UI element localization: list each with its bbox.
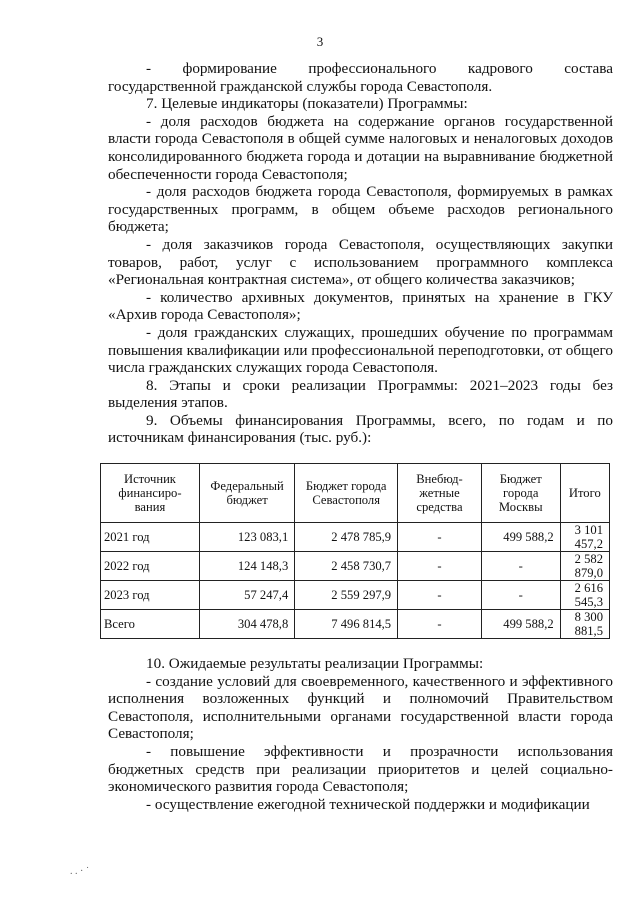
table-header-row	[101, 464, 610, 523]
table-cell: 7 496 814,5	[295, 610, 398, 639]
paragraph: - доля гражданских служащих, прошедших обучение по программам повышения квалификации или профессиональной переподготовки, от общего числа гражданских служащих города Севастополя.	[108, 323, 613, 377]
table-cell: 2021 год	[101, 523, 200, 552]
table-row	[101, 581, 610, 610]
paragraphs-before-table	[108, 60, 613, 447]
paragraph: - доля расходов бюджета города Севастополя, формируемых в рамках государственных программ, в общем объеме расходов регионального бюджета;	[108, 183, 613, 236]
table-cell: 8 300 881,5	[560, 610, 609, 639]
table-cell: 3 101 457,2	[560, 523, 609, 552]
paragraph: - создание условий для своевременного, качественного и эффективного исполнения возложенных функций и полномочий Правительством Севастополя, исполнительными органами государственной власти города Севастополя;	[108, 672, 613, 743]
table-row	[101, 610, 610, 639]
table-cell: -	[481, 581, 560, 610]
paragraph: - доля расходов бюджета на содержание органов государственной власти города Севастополя в общей сумме налоговых и неналоговых доходов консолидированного бюджета города и дотации на выравнивание бюджетной обеспеченности города Севастополя;	[108, 112, 613, 183]
table-header-cell: Итого	[560, 464, 609, 523]
paragraph: - повышение эффективности и прозрачности использования бюджетных средств при реализации приоритетов и целей социально-экономического развития города Севастополя;	[108, 743, 613, 796]
table-cell: -	[398, 610, 482, 639]
document-body	[104, 60, 613, 813]
paragraph: 10. Ожидаемые результаты реализации Программы:	[146, 655, 484, 673]
table-row	[101, 523, 610, 552]
table-cell: 2 582 879,0	[560, 552, 609, 581]
table-header-cell: Источник финансиро-вания	[101, 464, 200, 523]
table-header-cell: Федеральный бюджет	[199, 464, 294, 523]
table-cell: 57 247,4	[199, 581, 294, 610]
table-header-cell: Бюджет города Севастополя	[295, 464, 398, 523]
paragraph: - количество архивных документов, принятых на хранение в ГКУ «Архив города Севастополя»;	[108, 288, 613, 324]
table-cell: 2 559 297,9	[295, 581, 398, 610]
paragraph: 8. Этапы и сроки реализации Программы: 2021–2023 годы без выделения этапов.	[108, 376, 613, 412]
table-cell: -	[481, 552, 560, 581]
financing-table-wrapper	[100, 463, 613, 639]
table-cell: 123 083,1	[199, 523, 294, 552]
table-cell: 304 478,8	[199, 610, 294, 639]
table-cell: 2023 год	[101, 581, 200, 610]
table-cell: -	[398, 581, 482, 610]
paragraphs-after-table	[108, 655, 613, 813]
paragraph: 7. Целевые индикаторы (показатели) Программы:	[146, 95, 468, 113]
table-cell: 499 588,2	[481, 610, 560, 639]
table-cell: 2022 год	[101, 552, 200, 581]
table-body	[101, 523, 610, 639]
table-header-cell: Бюджет города Москвы	[481, 464, 560, 523]
table-cell: 2 478 785,9	[295, 523, 398, 552]
paragraph: - формирование профессионального кадрового состава государственной гражданской службы города Севастополя.	[108, 60, 613, 95]
table-cell: 2 616 545,3	[560, 581, 609, 610]
scan-specks: . . · ˙	[70, 866, 90, 877]
table-cell: 124 148,3	[199, 552, 294, 581]
paragraph: 9. Объемы финансирования Программы, всего, по годам и по источникам финансирования (тыс. руб.):	[108, 411, 613, 447]
paragraph: - доля заказчиков города Севастополя, осуществляющих закупки товаров, работ, услуг с использованием программного комплекса «Региональная контрактная система», от общего количества заказчиков;	[108, 235, 613, 289]
table-row	[101, 552, 610, 581]
paragraph: - осуществление ежегодной технической поддержки и модификации	[146, 795, 590, 813]
table-header-cell: Внебюд-жетные средства	[398, 464, 482, 523]
table-cell: -	[398, 523, 482, 552]
table-cell: 499 588,2	[481, 523, 560, 552]
page-number: 3	[316, 34, 324, 49]
financing-table	[100, 463, 610, 639]
table-cell: Всего	[101, 610, 200, 639]
table-cell: -	[398, 552, 482, 581]
table-cell: 2 458 730,7	[295, 552, 398, 581]
